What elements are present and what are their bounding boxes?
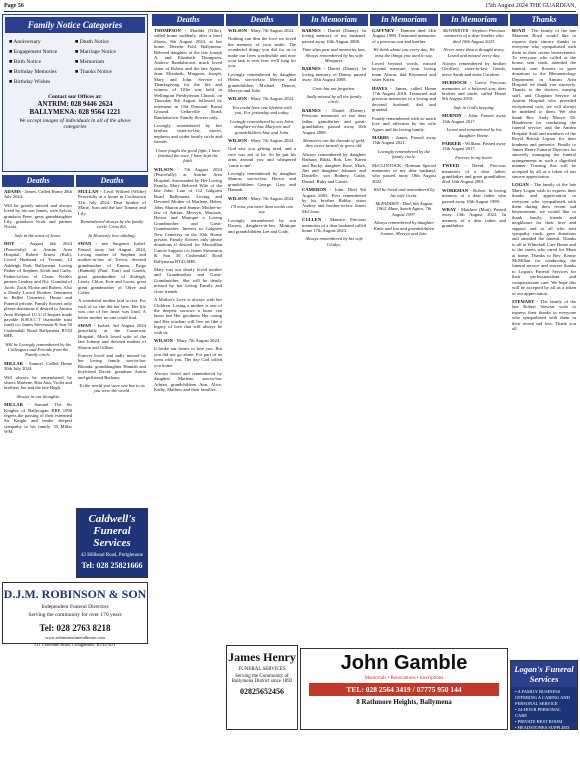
caldwell-phone: Tel: 028 25821666 [81, 561, 143, 570]
ballymena-phone: BALLYMENA: 028 9564 1221 [29, 108, 121, 116]
notice-paragraph: MARRS - James. Passed away 13th August 2021. [372, 134, 436, 146]
notice-paragraph: STEWART - The family of the late Robert Stewart wish to express their thanks to everyone who sympathised with them in their recent sad loss. Thank you all. [512, 298, 576, 331]
notice-paragraph: I'll miss you more than words can say. [231, 203, 293, 215]
notice-paragraph: SWAN - nee Surgenor Isobel. Passed away 3rd August 2024, Loving mother of Stephen and mother-in-law of Trevor, devoted grandmother of Emma, Paige (Hannah) (Paul, Tom) and Gareth, great grandmother of Kaleigh, Lewis, Chloe, Evie and Lucas, great great grandmother of Olive and Colter. [78, 241, 146, 295]
notice-paragraph: BOYD - The family of the late Maureen Boyd would like to express their sincere thanks to everyone who sympathised with them in their recent bereavement. To everyone who called at the house, sent cards, attended the funeral, sent flowers or gave donations to the Rheumatology Department in Antrim Area Hospital we thank you sincerely. Thanks to the doctors, nursing staff, and Chaplain Service at Antrim Hospital who provided exceptional care, we will always be indebted to them. We also thank Rev. Andy Moore, Dr. Henderson for conducting the funeral service, and the Antrim Hospital Staff and members of the Royal British Legion for their kindness and presence. Finally to James Henry Funeral Directors for sincerely managing the funeral arrangements in such a dignified manner. Trusting this will be accepted by all as a token of our sincere appreciation. [512, 28, 576, 179]
notice-paragraph: SWAN - Isobel, 3rd August 2024 peacefully at the Causeway Hospital. Much loved wife of the late Johnny and devoted mother of Sharon and Gillian. [78, 322, 146, 350]
notice-paragraph: Safe in God's keeping. [453, 104, 495, 110]
notice-paragraph: Sadly missed by all the family circle. [306, 94, 362, 105]
section-header-thanks: Thanks [510, 14, 578, 26]
notice-categories [5, 33, 145, 91]
notice-paragraph: Safe in the arms of Jesus. [14, 232, 62, 238]
notice-paragraph: I have fought the good fight, I have finished the race, I have kept the faith. [155, 147, 221, 164]
category-item: ■ Marriage Notice [75, 49, 116, 55]
jh-name: James Henry [228, 650, 296, 664]
notice-paragraph: WILSON - Mary. 7th August 2024. [228, 137, 295, 143]
notice-paragraph: WORKMAN - Robert. In loving memory of a dear father who passed away 10th August 1999. [442, 187, 506, 204]
category-item: ■ Birthday Wishes [9, 79, 51, 85]
section-header-memoriam: In Memoriam [300, 14, 368, 26]
notice-paragraph: Loved beyond words, missed beyond measure, your loving mum Alison, dad Raymond and sister Karen. [372, 61, 436, 83]
notice-box-title: Family Notice Categories [5, 17, 145, 33]
notice-paragraph: GAFFNEY - Damien died 14th August 1999. Treasured memories of a precious son and brother. [372, 28, 436, 44]
caldwell-ad [76, 508, 148, 578]
service-item: • 24-HOUR PERSONAL CARE [515, 707, 561, 718]
notice-paragraph: MULLAN - Cecil Wilfred (Wilfie) Peacefully at a home in Cookstown 31st July 2024. Dear brother of Marie, Ivan and the late Tommy and Lily. [78, 189, 146, 216]
jg-phone: TEL: 028 2564 3419 / 07775 950 144 [309, 683, 499, 696]
memoriam-notices-1 [300, 26, 368, 247]
family-notice-box [2, 14, 148, 172]
notice-paragraph: Gone but not forgotten. [312, 85, 356, 91]
notice-paragraph: MURNIN - John. Passed away 13th August 2017. [442, 113, 506, 124]
notice-paragraph: Will always be remembered by sisters Marlene, Rita Ann, Violet and brothers Joe and the late Hugh. [4, 374, 72, 391]
jh-serving: Serving the Community of Ballymena District since 1892 [231, 674, 293, 684]
notice-paragraph: In Heavenly love abiding. [88, 232, 136, 238]
section-header-deaths: Deaths [76, 175, 148, 187]
notice-paragraph: MURDOCH - Gavin. Precious memories of a beloved son, dear brother and uncle, called Home 9th August 2018. [442, 80, 506, 102]
deaths-column-4 [226, 14, 298, 569]
notice-paragraph: A Mother's Love is always with her Children. Losing a mother is one of the deepest sorrows a heart can know but Her goodness Her caring and Her wisdom will live on like a legacy of love that will always be with us. [154, 297, 222, 335]
notice-paragraph: HAYES - James, called Home 17th August 2018. Treasured and precious memories of a loving and devoted husband, dad and grandad. [372, 85, 436, 113]
notice-paragraph: To the world you were one but to us you were the world. [79, 383, 145, 394]
jh-phone: 02825652456 [240, 687, 284, 696]
james-henry-ad [226, 645, 298, 730]
service-item: • HEADSTONES SUPPLIED & ERECTED [515, 725, 570, 736]
notice-paragraph: BARNES - Daniel (Danny). Precious memories of our dear father, grandfather and great-grandfather, passed away 10th August 2008. [302, 107, 366, 135]
notice-paragraph: Fondly remembered with so much love and affection by his wife Agnes and his loving family. [372, 115, 436, 132]
notice-paragraph: WRAY - Matthew (Matt). Passed away 13th August 2022. In memory of a dear father and grandfather. [442, 206, 506, 229]
category-item: ■ Anniversary [9, 39, 41, 45]
notice-paragraph: HOY - August 6th 2024 (Peacefully) at Antrim Area Hospital, Robert Ernest (Bob), Loved Husband of Yvonne, 14 Ashleigh Park, Ballymena. Loving Father of Stephen, Keith and Cathy. Father-in-law of Claire, Keith's partner Lindsey and Nic. Grandad of Jacob, Zach, Eloise and Robert. Also a Dearly Loved Brother. Interment in Ballee Cemetery. House and Funeral private. Family flowers only please donations if desired to Antrim Area Hospital I.C.U (Cheques made payable N.H.S.C.T charitable trust fund) c/o James Stevenson & Son 30 Cushendall Road Ballymena BT43 6HE. [4, 241, 72, 339]
caldwell-address: 42 Hillhead Road, Portglenone [81, 553, 143, 558]
notice-paragraph: Memories are the threads of gold, they never tarnish or grow old. [302, 137, 366, 149]
memoriam-notices-2 [370, 26, 438, 236]
deaths-column-3 [152, 14, 224, 634]
jg-address: 8 Rathmore Heights, Ballymena [356, 698, 452, 706]
notice-paragraph: Always remembered by his wife Gladys. [305, 236, 363, 247]
notice-paragraph: Lovingly remembered by her brother, sister-in-law, nieces, nephews and wider family circle and friends. [154, 122, 222, 145]
issue-date: 15th August 2024 THE GUARDIAN, [485, 3, 576, 9]
notice-paragraph: Time slips past and memories last, Always remembered by his wife Margaret. [302, 47, 366, 64]
notice-paragraph: Always remembered by brother Geoffrey, sister-in-law Genda, niece Sarah and sister Caroline. [442, 61, 506, 77]
section-header-deaths: Deaths [152, 14, 224, 26]
djm-name: D.J.M. ROBINSON & SON [3, 587, 147, 601]
category-item: ■ Engagement Notice [9, 49, 58, 55]
section-header-deaths: Deaths [2, 175, 74, 187]
notice-paragraph: WILSON - 7th August 2024 (Peacefully) at Antrim Area Hospital, Surrounded by Her Loving Family, Mary Beloved Wife of the late John. Late of 112 Galgorm Road Ballymena. Loving and Devoted Mother of Marlene, Helen, John, Sharon and Jeanne, Mother-in-law of Adrian, Mervyn, Marjorie, Hector and Monique a Loving Grandmother and Great-Grandmother. Interest in Galgorm New Cemetery on the 10th. House private, Family flowers only please donations if desired for Macmillan Cancer Support c/o James Stevenson & Son 30 Cushendall Road Ballymena BT43 6HE. [154, 166, 222, 264]
memoriam-column-2 [370, 14, 438, 644]
category-item: ■ Birth Notice [9, 59, 42, 65]
notice-paragraph: Lovingly remembered by the family circle. [377, 148, 431, 160]
notice-paragraph: BARNES - Daniel (Danny). In loving memory of my husband, passed away 10th August 2008. [302, 28, 366, 44]
notice-paragraph: BARNES - Daniel (Danny), In loving memory of Danny, passed away 10th August 2008. [302, 66, 366, 83]
djm-serving: Serving the community for over 170 years [28, 612, 122, 618]
djm-address: 121 Coleraine Road, Cloughmills. BT44 9DT [33, 642, 117, 647]
notice-paragraph: WILSON - Mary. 7th August 2024. [228, 28, 295, 33]
notice-paragraph: McWHIRTER - Stephen. Precious memories of a dear brother who died 18th August 2023. [442, 28, 506, 44]
notice-paragraph: Never more than a thought away, Loved and missed every day. [443, 47, 505, 58]
notice-paragraph: CAMERON - John. Died 9th August 2003. Ever remembered by his brother Robby, sister Audrey and brother-in-law James McClean. [302, 187, 366, 214]
notice-paragraph: Nothing can dim the love we loved the memory of your smile. The wonderful things you did for us to make our lives worthwhile and now your task is over how we'll long for you. [228, 36, 296, 69]
logans-ad [510, 660, 578, 759]
notice-paragraph: Forever loved and sadly missed by her loving family son-in-law Rhonda, granddaughter Hannah and boyfriend David, grandson Aaron and girlfriend Bethany. [78, 352, 146, 380]
category-item: ■ Thanks Notice [75, 69, 112, 75]
deaths-notices-2 [76, 187, 148, 394]
category-item: ■ Memoriam [75, 59, 105, 65]
notice-paragraph: Will be Lovingly remembered by his Colleagues and Friends from the Family circle. [5, 341, 71, 358]
notice-paragraph: A wonderful mother laid to rest, For each of us she did her best. Her life was one of her heart was kind, A better mother no one could find. [78, 298, 146, 320]
deaths-notices-4 [226, 26, 298, 234]
notice-paragraph: CULLEN - Maurice. Precious memories of a dear husband called home 17th August 2023. [302, 217, 366, 233]
logans-phone: TEL: 028 2587 1443 [520, 753, 568, 759]
notice-paragraph: You could have one lifetime with you, For yesterday and today. [232, 104, 292, 116]
thanks-notices [510, 26, 578, 331]
notice-paragraph: TWEED - David. Precious memories of a dear father, grandfather and great grandfather, died 12th August 2001. [442, 163, 506, 185]
notice-paragraph: LOGAN - The family of the late Mary Logan wish to express their thanks and appreciation to everyone who sympathised with them during their recent sad bereavement, we would like to thank family, friends and neighbours for their love and support and to all who sent sympathy cards, gave donations and attended the funeral. Thanks to all at Whitehall Care Home and to the carers who cared for Mum at home. Thanks to Rev. Kenny McMillan for conducting the funeral service and sincere thanks to Logan's Funeral Services for their professionalism and compassionate care. We hope this will be accepted by all as a token of our appreciation. [512, 182, 576, 296]
notice-paragraph: MILLAR - Samuel. The Sir Knights of Ballyrogan RBP 1090 regrets the passing of their esteemed Sir Knight and tender deepest sympathy to his family. 55 Millar WM. [4, 402, 72, 435]
notice-paragraph: WILSON - Mary. 7th August 2024. [228, 195, 295, 201]
notice-paragraph: Remembered always by the family circle Cross Kit. [80, 219, 144, 230]
notice-paragraph: Will be loved and remembered by his wife Greta. [373, 187, 435, 198]
notice-paragraph: THOMPSON - Matilda (Tillie), called home suddenly, after a brief illness, 8th August 2024, at her home, Deerfin Fold, Ballymena. Beloved daughter of the late Joseph A. and Elizabeth Thompson, Andrew Randalstown, much loved sister of Robert and the late Agnes, Jean, Elizabeth, Margaret, Joseph, Mary and John. Service of Thanksgiving for the life and witness of Tillie was held in Wellington Presbyterian Church, on Thursday 8th August followed by interment in Old Drumaul Burial Ground. Cedarville Road, Randalstown. Family flowers only. [154, 28, 222, 120]
notice-paragraph: We think about you every day, We miss the things you used to say. [373, 47, 435, 58]
notice-paragraph: PARKER - William. Passed away 13th August 2017. [442, 140, 506, 152]
memoriam-column-3 [440, 14, 508, 644]
category-item: ■ Death Notice [75, 39, 109, 45]
jg-name: John Gamble [340, 652, 468, 674]
contact-offices: Contact our Offices at: ANTRIM: 028 9446 2624 BALLYMENA: 028 9564 1221 We accept images of individuals in all of the above categories [5, 91, 145, 133]
notice-paragraph: Lovingly remembered by daughter Helen, son-in-law Mervyn and grandchildren Michael, Denver, Mervyn and Julie. [228, 71, 296, 94]
john-gamble-ad [300, 648, 508, 730]
jg-subtitle: Memorials • Renovations • Inscriptions [364, 676, 444, 681]
antrim-phone: ANTRIM: 028 9446 2624 [37, 100, 113, 108]
caldwell-name: Caldwell's Funeral Services [88, 513, 136, 549]
page-number: Page 56 [4, 3, 24, 9]
djm-robinson-ad [2, 582, 148, 647]
notice-paragraph: Mary was our dearly loved mother and Grandmother and Great-Grandmother. She will be dearly missed by her loving Family and close friends. [154, 267, 222, 294]
notice-paragraph: ADAMS - James. Called Home 28th July 2024. [4, 189, 72, 200]
djm-phone: Tel: 028 2763 8218 [39, 623, 111, 633]
deaths-column-1 [2, 175, 74, 575]
notice-paragraph: Lovingly remembered by daughter Sharon, son-in-law Hector and grandchildren George, Gary and Hannah. [228, 170, 296, 193]
notice-paragraph: WILSON - Mary. 7th August 2024. [228, 96, 295, 102]
notice-paragraph: WILSON - Mary. 7th August 2024. [154, 337, 221, 343]
notice-paragraph: Loved and remembered by his daughter Vinnie. [446, 127, 502, 138]
logans-services [511, 687, 577, 739]
section-header-memoriam: In Memoriam [440, 14, 508, 26]
deaths-notices-3 [152, 26, 224, 393]
memoriam-notices-3 [440, 26, 508, 229]
logans-address: 12 THE DIAMOND, AHOGHILL [519, 739, 569, 752]
deaths-notices-1 [2, 187, 74, 435]
page-header [4, 2, 576, 12]
notice-paragraph: Will be greatly missed and always loved by his son James, wife Sylvia, grandson Peter, great granddaughter Lily, grandson Scott and partner Nicola. [4, 202, 72, 230]
category-item: ■ Birthday Memories [9, 69, 57, 75]
notice-paragraph: Lovingly remembered by son John, daughter-in-law Marjorie and grandchildren Amy and John. [229, 118, 295, 135]
section-header-deaths: Deaths [226, 14, 298, 26]
service-item: • A FAMILY BUSINESS OFFERING A CARING AND PERSONAL SERVICE [515, 689, 570, 706]
notice-paragraph: Always loved and remembered by daughter Marlene, son-in-law Adrian, grandchildren Ann, Alice, Kathy, Mathew and their families. [154, 370, 222, 393]
notice-paragraph: McFADDEN - Dad, 6th August 1962. Mum, Sarah Agnes, 7th August 1997. [375, 200, 433, 217]
notice-paragraph: Always in our thoughts. [16, 393, 60, 399]
jh-subtitle: FUNERAL SERVICES [238, 667, 286, 672]
notice-paragraph: Forever in my heart. [455, 154, 493, 160]
memoriam-column-1 [300, 14, 368, 634]
notice-paragraph: MILLAR - Samuel. Called Home 30th July 2024. [4, 360, 72, 372]
djm-website: www.robinsonsfuneralhome.com [45, 635, 105, 640]
notice-paragraph: Always remembered by daughter Katie and Ian and grandchildren Joanne, Mervyn and Iain. [373, 220, 435, 236]
service-item: • PRIVATE REST ROOM [515, 719, 563, 724]
logans-name: Logan's Funeral Services [511, 661, 577, 687]
notice-paragraph: Always remembered by daughter Barbara, Rikki, Rob, Lee, Karen and Becky, daughter Rose, Mark, Jim and daughter Johnnee and Danielle, son Rodney, Cathy, Daniel, Ruby and Cassie. [302, 151, 366, 184]
notice-paragraph: God saw you getting tired, and a cure was not to be. So he put his arms around you and whispered 'come to me'. [228, 146, 296, 168]
thanks-column [510, 14, 578, 656]
notice-paragraph: Lovingly remembered by son Darren, daughter-in-law Monique and grandchildren Lee and Cody. [228, 217, 296, 234]
djm-subtitle: Independent Funeral Directors [41, 604, 109, 610]
section-header-memoriam: In Memoriam [370, 14, 438, 26]
notice-paragraph: It broke our hearts to lose you, But you did not go alone, For part of us went with you, The day God called you home. [154, 346, 222, 368]
notice-paragraph: McCLINTOCK - Norman. Special memories of my dear husband, who passed away 18th August 2022. [372, 162, 436, 184]
